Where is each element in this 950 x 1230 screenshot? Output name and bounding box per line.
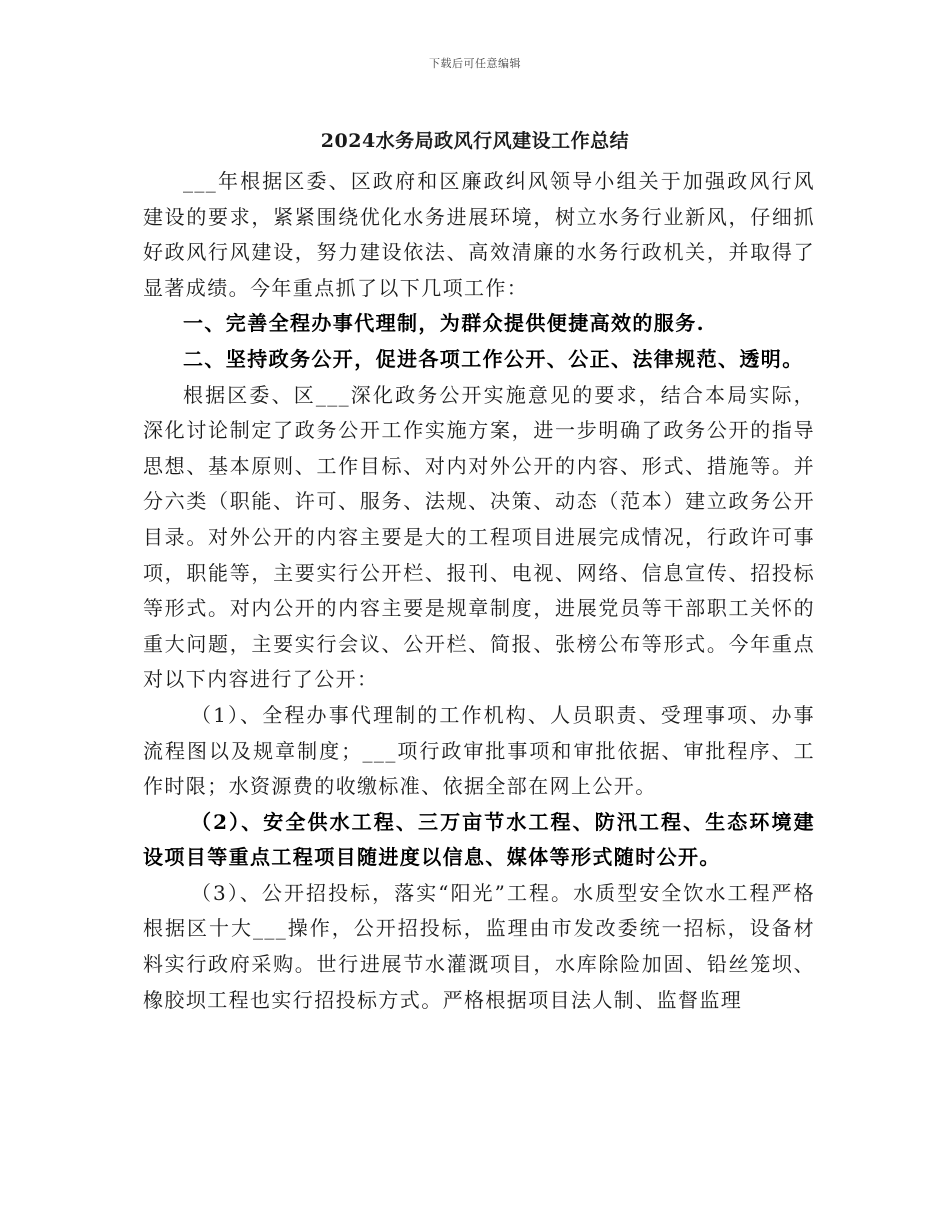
section-heading-1: 一、完善全程办事代理制，为群众提供便捷高效的服务. — [183, 311, 705, 336]
body-paragraph: 根据区委、区___深化政务公开实施意见的要求，结合本局实际，深化讨论制定了政务公开工作实施方案，进一步明确了政务公开的指导思想、基本原则、工作目标、对内对外公开的内容、形式、措施等。并分六类（职能、许可、服务、法规、决策、动态（范本）建立政务公开目录。对外公开的内容主要是大的工程项目进展完成情况，行政许可事项，职能等，主要实行公开栏、报刊、电视、网络、信息宣传、招投标等形式。对内公开的内容主要是规章制度，进展党员等干部职工关怀的重大问题，主要实行会议、公开栏、简报、张榜公布等形式。今年重点对以下内容进行了公开： — [143, 382, 815, 692]
intro-paragraph: ___年根据区委、区政府和区廉政纠风领导小组关于加强政风行风建设的要求，紧紧围绕优化水务进展环境，树立水务行业新风，仔细抓好政风行风建设，努力建设依法、高效清廉的水务行政机关，并取得了显著成绩。今年重点抓了以下几项工作： — [143, 169, 815, 300]
document-body — [143, 164, 815, 1018]
list-item-3: （3）、公开招投标，落实“阳光”工程。水质型安全饮水工程严格根据区十大___操作，公开招投标，监理由市发改委统一招标，设备材料实行政府采购。世行进展节水灌溉项目，水库除险加固、铅丝笼坝、橡胶坝工程也实行招投标方式。严格根据项目法人制、监督监理 — [143, 880, 815, 1012]
list-item-2: （2）、安全供水工程、三万亩节水工程、防汛工程、生态环境建设项目等重点工程项目随进度以信息、媒体等形式随时公开。 — [143, 809, 815, 870]
document-title: 2024水务局政风行风建设工作总结 — [320, 130, 630, 152]
list-item-1: （1）、全程办事代理制的工作机构、人员职责、受理事项、办事流程图以及规章制度；___项行政审批事项和审批依据、审批程序、工作时限；水资源费的收缴标准、依据全部在网上公开。 — [143, 702, 815, 799]
header-note: 下载后可任意编辑 — [429, 57, 521, 70]
section-heading-2: 二、坚持政务公开，促进各项工作公开、公正、法律规范、透明。 — [183, 346, 804, 371]
